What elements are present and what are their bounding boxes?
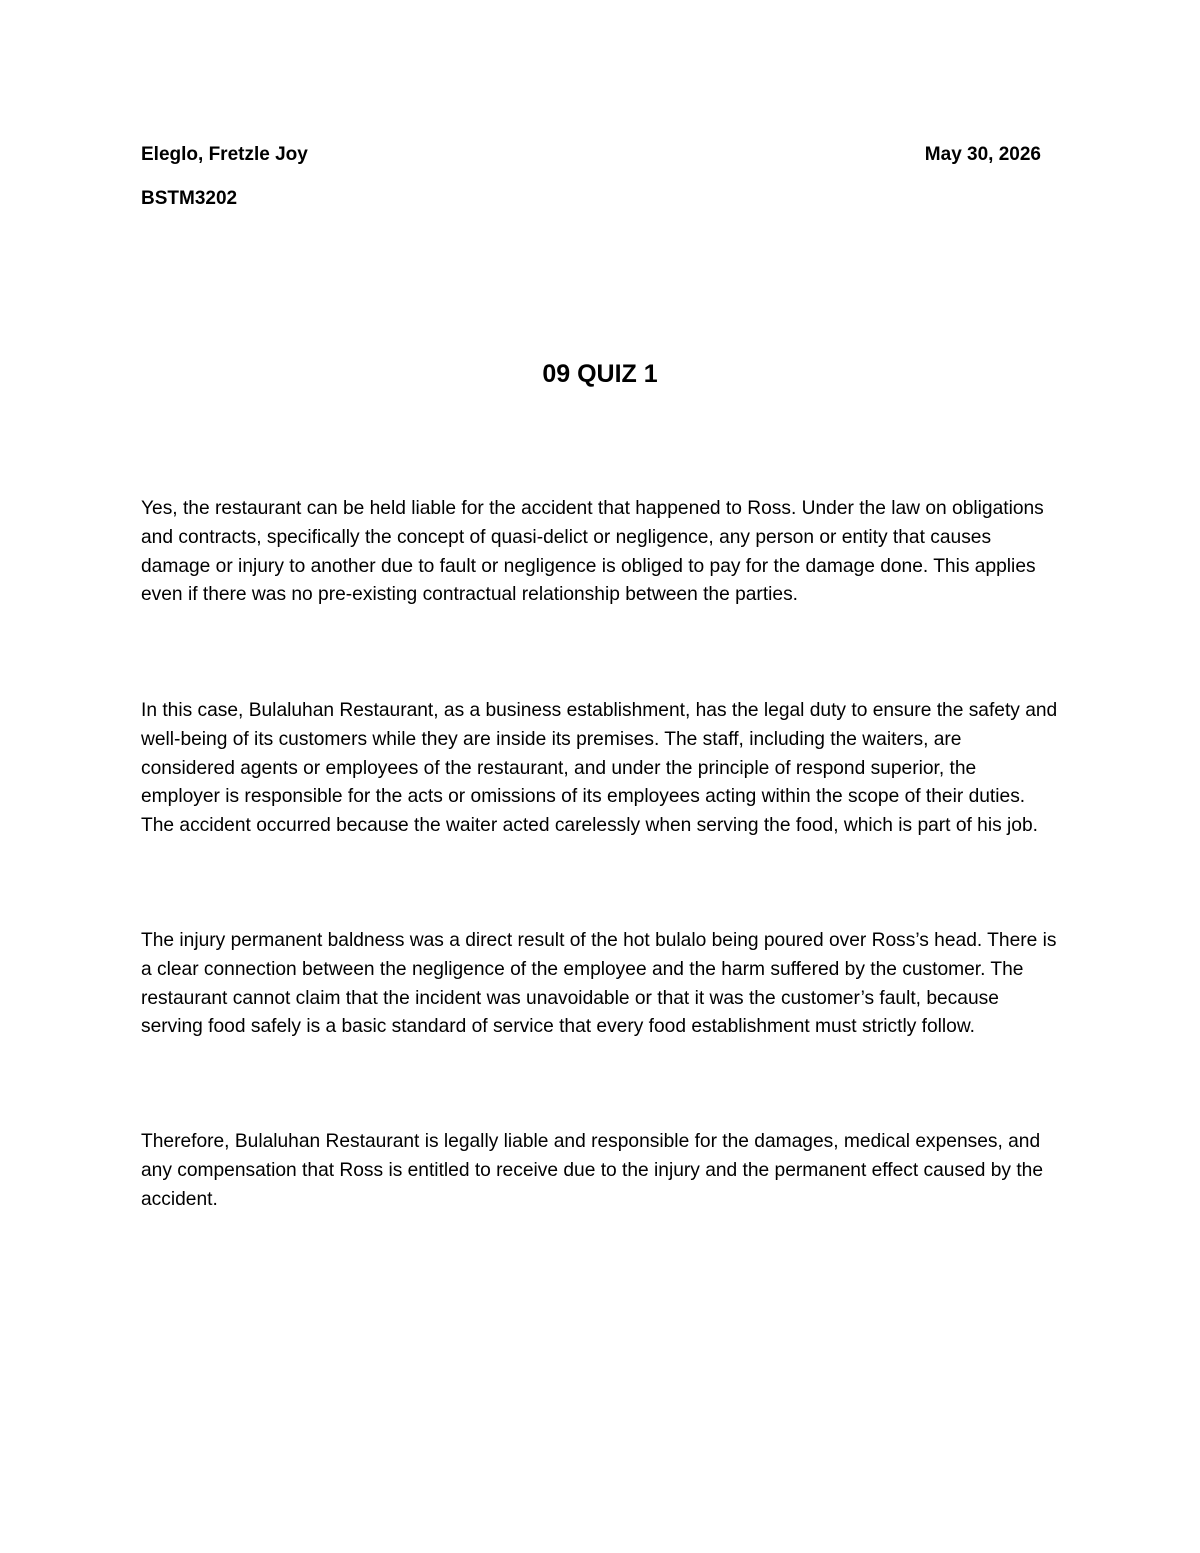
body-paragraph: The injury permanent baldness was a direct result of the hot bulalo being poured over Ross’s head. There is a clear connection between the negligence of the employee and the harm suffered by the customer. The restaurant cannot claim that the incident was unavoidable or that it was the customer’s fault, because serving food safely is a basic standard of service that every food establishment must strictly follow.	[141, 930, 1057, 1038]
document-title: 09 QUIZ 1	[542, 360, 658, 388]
document-date: May 30, 2026	[924, 144, 1041, 165]
student-name: Eleglo, Fretzle Joy	[141, 144, 308, 165]
body-paragraph: Therefore, Bulaluhan Restaurant is legally liable and responsible for the damages, medical expenses, and any compensation that Ross is entitled to receive due to the injury and the permanent effect caused by the accident.	[141, 1131, 1044, 1210]
body-paragraph: In this case, Bulaluhan Restaurant, as a business establishment, has the legal duty to ensure the safety and well-being of its customers while they are inside its premises. The staff, including the waiters, are considered agents or employees of the restaurant, and under the principle of respond superior, the employer is responsible for the acts or omissions of its employees acting within the scope of their duties. The accident occurred because the waiter acted carelessly when serving the food, which is part of his job.	[141, 700, 1058, 837]
section-code: BSTM3202	[141, 188, 238, 209]
body-paragraph: Yes, the restaurant can be held liable for the accident that happened to Ross. Under the law on obligations and contracts, specifically the concept of quasi-delict or negligence, any person or entity that causes damage or injury to another due to fault or negligence is obliged to pay for the damage done. This applies even if there was no pre-existing contractual relationship between the parties.	[141, 498, 1044, 606]
